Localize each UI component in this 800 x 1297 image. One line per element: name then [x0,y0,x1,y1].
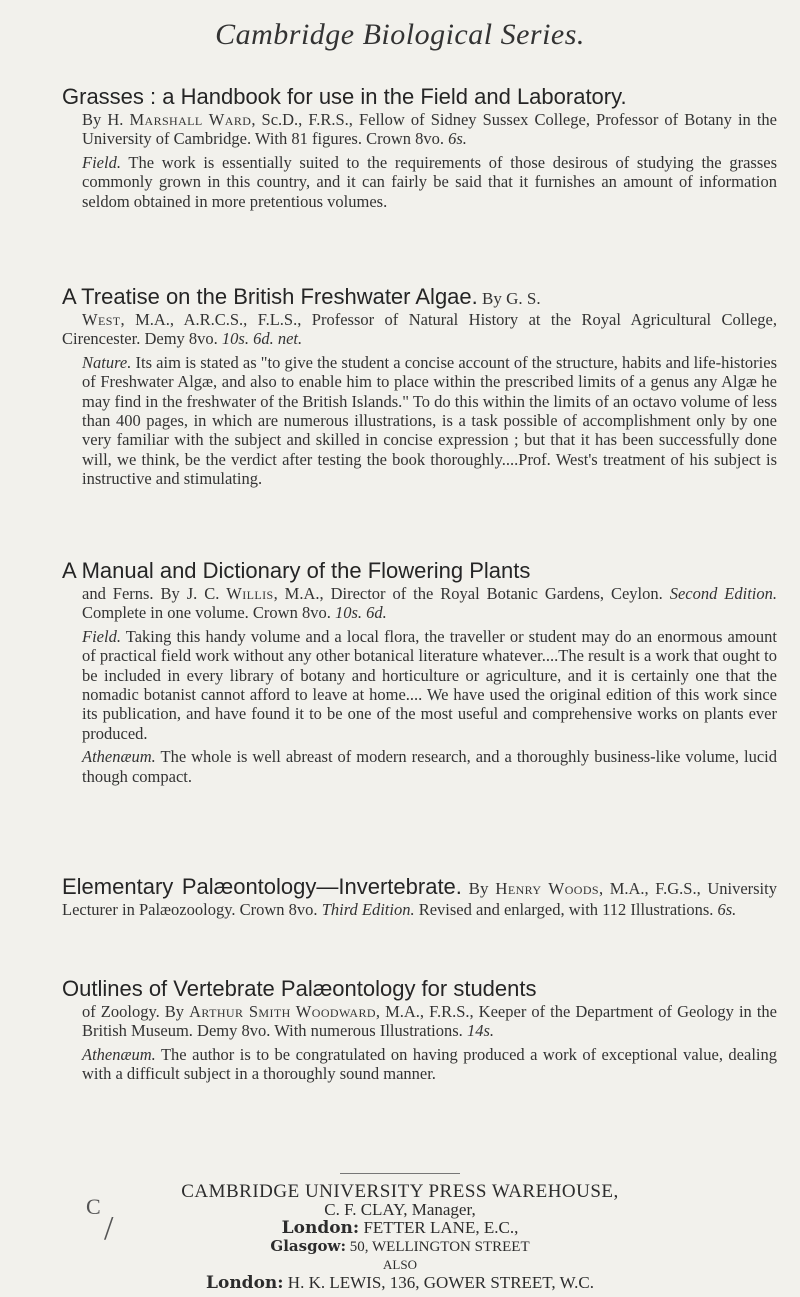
book-description-2: Revised and enlarged, with 112 Illustrations. [414,900,718,919]
book-price: 10s. 6d. [334,603,387,623]
also-label: ALSO [383,1257,417,1272]
book-details [62,874,777,919]
book-title: Outlines of Vertebrate Palæontology for students [62,976,537,1001]
author-name: Willis [226,584,274,603]
book-description: , M.A., A.R.C.S., F.L.S., Professor of Natural History at the Royal Agricultural College, Cirencester. Demy 8vo. [62,310,777,349]
book-price: 10s. 6d. net. [221,329,303,349]
london-address [0,1219,800,1237]
book-description-2: Complete in one volume. Crown 8vo. [82,603,335,623]
book-description: , M.A., F.R.S., Keeper of the Department of Geology in the British Museum. Demy 8vo. With numerous Illustrations. [82,1002,777,1041]
book-title [62,84,777,110]
author-prefix: By [461,879,496,898]
london2-address-text: H. K. LEWIS, 136, GOWER STREET, W.C. [287,1273,594,1292]
book-title: A Treatise on the British Freshwater Algae. [62,284,478,309]
review-text: The author is to be congratulated on having produced a work of exceptional value, dealing with a difficult subject in a thoroughly sound manner. [82,1044,777,1084]
book-price: 6s. [717,900,737,919]
book-price: 6s. [448,129,467,149]
review [82,153,777,211]
book-description: , M.A., Director of the Royal Botanic Gardens, Ceylon. [273,584,670,603]
review-source: Field. [82,626,121,646]
book-edition: Second Edition. [669,584,778,603]
review-text: Its aim is stated as "to give the student a concise account of the structure, habits and life-histories of Freshwater Algæ, and also to enable him to place within the prescribed limits of a genus any Algæ he may find in the freshwater of the British Islands." To do this within the limits of an octavo volume of less than 400 pages, in which are numerous illustrations, is a task possible of accomplishment only by one very familiar with the subject and skilled in concise expression ; but that it has been successfully done will, we think, be the verdict after testing the book thoroughly....Prof. West's treatment of his subject is instructive and stimulating. [82,352,777,489]
book-title: A Manual and Dictionary of the Flowering Plants [62,558,531,583]
author-prefix: By H. [82,110,130,129]
publisher-imprint [0,1183,800,1292]
margin-mark-c: C [86,1194,101,1219]
review-source: Athenæum. [82,747,156,767]
book-subtitle: : a Handbook for use in the Field and Laboratory. [150,84,627,109]
press-name: CAMBRIDGE UNIVERSITY PRESS WAREHOUSE, [181,1181,619,1202]
book-entry-vertebrate-palaeontology [62,976,777,1084]
london-lewis-address [0,1274,800,1292]
glasgow-label: Glasgow: [270,1237,347,1255]
book-title: Elementary Palæontology—Invertebrate. [62,874,462,899]
review [82,1045,777,1084]
author-name: Henry Woods [495,879,599,898]
book-details [82,110,777,149]
author-name: Marshall Ward [129,110,252,129]
review-text: The work is essentially suited to the requirements of those desirous of studying the grasses commonly grown in this country, and it can fairly be said that it furnishes an amount of information seldom obtained in more pretentious volumes. [82,152,777,211]
author-name: West [82,310,121,329]
book-title-continued: of Zoology. By [82,1002,190,1021]
book-entry-grasses [62,84,777,211]
london-address-text: FETTER LANE, E.C., [363,1218,519,1237]
book-entry-flowering-plants [62,558,777,786]
divider [340,1173,460,1174]
book-details [82,584,777,623]
review-text: The whole is well abreast of modern research, and a thoroughly business-like volume, lucid though compact. [82,747,777,786]
london-label: London: [281,1218,360,1238]
series-title: Cambridge Biological Series. [215,18,585,51]
review-source: Athenæum. [82,1044,156,1064]
review-source: Nature. [82,352,132,372]
book-title-main: Grasses [62,84,144,109]
book-details [82,1002,777,1041]
book-description: , Sc.D., F.R.S., Fellow of Sidney Sussex College, Professor of Botany in the University of Cambridge. With 81 figures. Crown 8vo. [82,110,777,149]
margin-mark-slash: / [104,1210,114,1247]
author-prefix: By G. S. [477,289,541,308]
book-details [62,284,777,349]
book-entry-freshwater-algae [62,284,777,489]
review [82,353,777,489]
glasgow-address [0,1237,800,1256]
manager-line: C. F. CLAY, Manager, [324,1200,476,1219]
book-entry-elementary-palaeontology [62,874,777,919]
review [82,627,777,743]
book-price: 14s. [466,1021,494,1041]
review-source: Field. [82,152,121,172]
review-text: Taking this handy volume and a local flora, the traveller or student may do an enormous amount of practical field work without any other botanical literature whatever....The result is a work that ought to be included in every library of botany and horticulture or agriculture, and it is certainly one that the nomadic botanist cannot afford to leave at home.... We have used the original edition of this work since its publication, and have found it to be one of the most useful and comprehensive works on plants ever produced. [82,626,777,743]
book-edition: Third Edition. [321,900,415,919]
london2-label: London: [206,1273,284,1293]
glasgow-address-text: 50, WELLINGTON STREET [349,1239,530,1255]
review [82,747,777,786]
book-description: , M.A., F.G.S., University Lecturer in Palæozoology. Crown 8vo. [62,879,777,919]
author-name: Arthur Smith Woodward [189,1002,376,1021]
book-title-continued: and Ferns. By J. C. [82,584,227,603]
